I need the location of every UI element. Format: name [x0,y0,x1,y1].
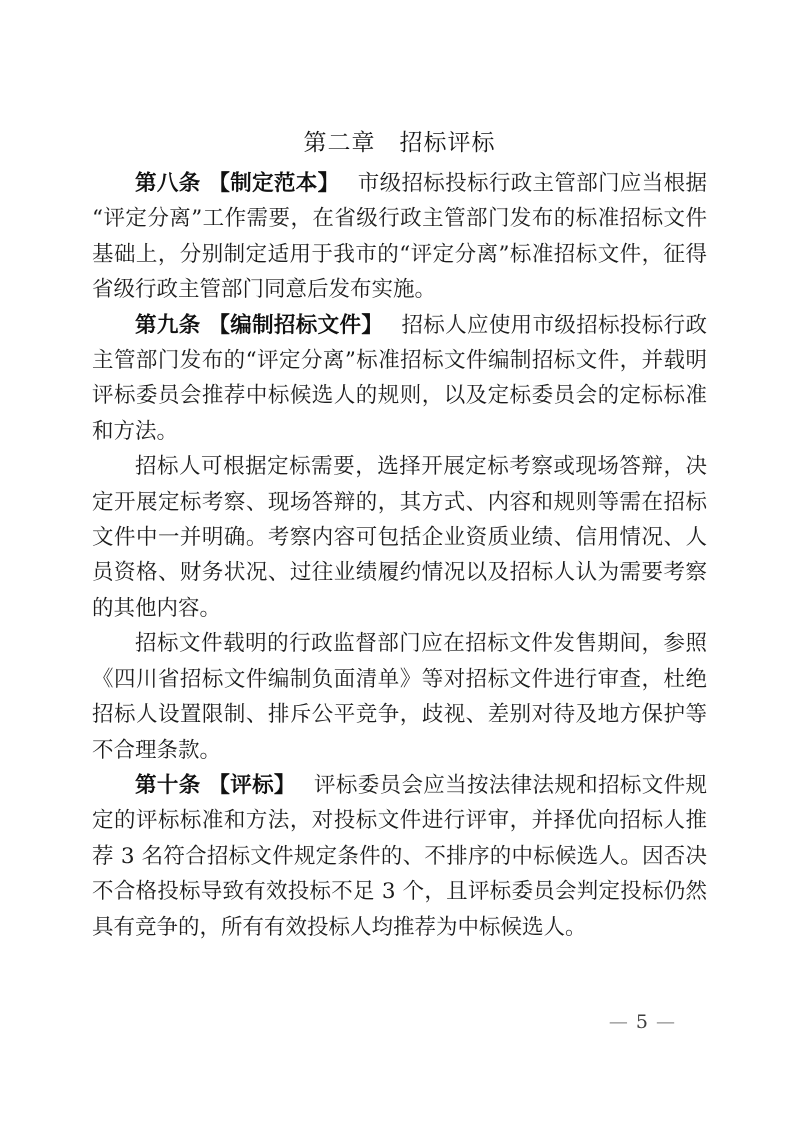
page-content [92,130,707,945]
article-8-head: 第八条 【制定范本】 [135,171,340,196]
article-10-body: 评标委员会应当按法律法规和招标文件规定的评标标准和方法，对投标文件进行评审，并择优向招标人推荐 3 名符合招标文件规定条件的、不排序的中标候选人。因否决不合格投标导致有效投标不足 3 个，且评标委员会判定投标仍然具有竞争的，所有有效投标人均推荐为中标候选人。 [92,772,707,940]
paragraph-article-9-sub-2 [92,626,707,768]
page-footer [603,1010,681,1034]
page-number: 5 [635,1011,648,1033]
body-text [92,166,707,945]
paragraph-article-9 [92,308,707,450]
article-9-body: 招标人应使用市级招标投标行政主管部门发布的“评定分离”标准招标文件编制招标文件，并载明评标委员会推荐中标候选人的规则，以及定标委员会的定标标准和方法。 [92,312,707,444]
footer-right-dash: — [656,1011,675,1033]
article-10-head: 第十条 【评标】 [135,772,296,798]
paragraph-article-8 [92,166,707,308]
paragraph-article-10 [92,768,707,945]
chapter-title: 第二章 招标评标 [303,130,496,156]
article-9-sub-1-body: 招标人可根据定标需要，选择开展定标考察或现场答辩，决定开展定标考察、现场答辩的，其方式、内容和规则等需在招标文件中一并明确。考察内容可包括企业资质业绩、信用情况、人员资格、财务状况、过往业绩履约情况以及招标人认为需要考察的其他内容。 [92,454,707,621]
footer-left-dash: — [608,1011,628,1033]
article-9-head: 第九条 【编制招标文件】 [135,312,384,338]
article-9-sub-2-body: 招标文件载明的行政监督部门应在招标文件发售期间，参照《四川省招标文件编制负面清单》等对招标文件进行审查，杜绝招标人设置限制、排斥公平竞争，歧视、差别对待及地方保护等不合理条款。 [92,631,707,763]
article-8-body: 市级招标投标行政主管部门应当根据“评定分离”工作需要，在省级行政主管部门发布的标准招标文件基础上，分别制定适用于我市的“评定分离”标准招标文件，征得省级行政主管部门同意后发布实施。 [92,171,707,303]
paragraph-article-9-sub-1 [92,449,707,626]
